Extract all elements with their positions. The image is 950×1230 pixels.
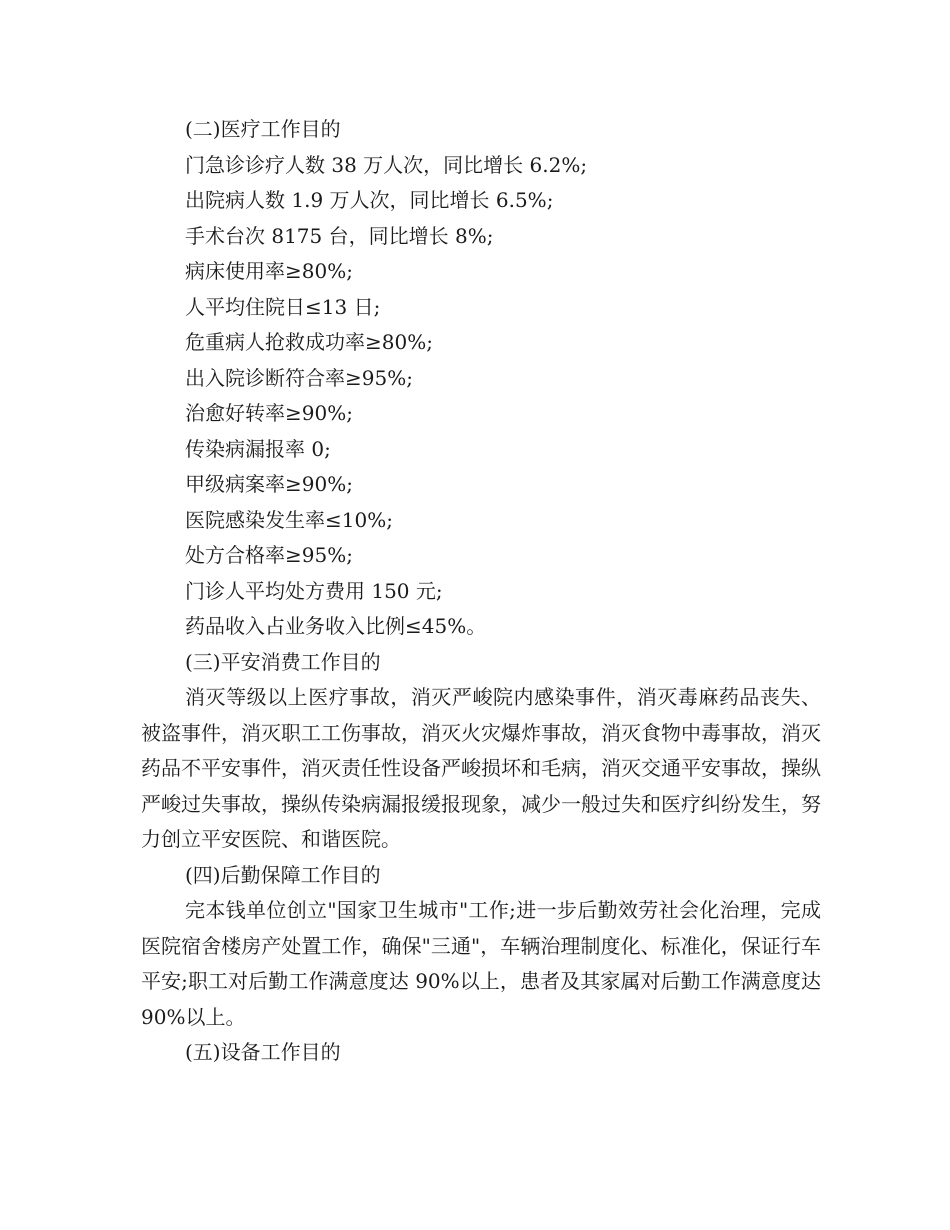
medical-item: 甲级病案率≥90%; [185,472,353,496]
medical-item: 危重病人抢救成功率≥80%; [185,330,433,354]
medical-item: 手术台次 8175 台，同比增长 8%; [185,223,494,248]
safety-paragraph: 消灭等级以上医疗事故，消灭严峻院内感染事件，消灭毒麻药品丧失、被盗事件，消灭职工工伤事故，消灭火灾爆炸事故，消灭食物中毒事故，消灭药品不平安事件，消灭责任性设备严峻损坏和毛病，消灭交通平安事故，操纵严峻过失事故，操纵传染病漏报缓报现象，减少一般过失和医疗纠纷发生，努力创立平安医院、和谐医院。 [141,685,821,851]
section-heading-safety: (三)平安消费工作目的 [185,649,381,674]
medical-item: 门诊人平均处方费用 150 元; [185,578,443,603]
section-heading-equipment: (五)设备工作目的 [185,1040,341,1064]
section-heading-logistics: (四)后勤保障工作目的 [185,862,381,887]
medical-item: 药品收入占业务收入比例≤45%。 [185,614,487,638]
medical-item: 传染病漏报率 0; [185,436,331,461]
medical-item: 人平均住院日≤13 日; [185,294,381,319]
section-heading-medical: (二)医疗工作目的 [185,117,341,141]
medical-item: 出入院诊断符合率≥95%; [185,365,413,390]
medical-item: 出院病人数 1.9 万人次，同比增长 6.5%; [185,188,554,212]
medical-item: 门急诊诊疗人数 38 万人次，同比增长 6.2%; [185,152,588,177]
medical-item: 医院感染发生率≤10%; [185,507,393,532]
medical-item: 处方合格率≥95%; [185,543,353,567]
logistics-paragraph: 完本钱单位创立"国家卫生城市"工作;进一步后勤效劳社会化治理，完成医院宿舍楼房产处置工作，确保"三通"，车辆治理制度化、标准化，保证行车平安;职工对后勤工作满意度达 90%以上，患者及其家属对后勤工作满意度达 90%以上。 [141,898,821,1029]
medical-item: 病床使用率≥80%; [185,259,353,283]
medical-item: 治愈好转率≥90%; [185,401,353,425]
document-body [141,112,821,1071]
